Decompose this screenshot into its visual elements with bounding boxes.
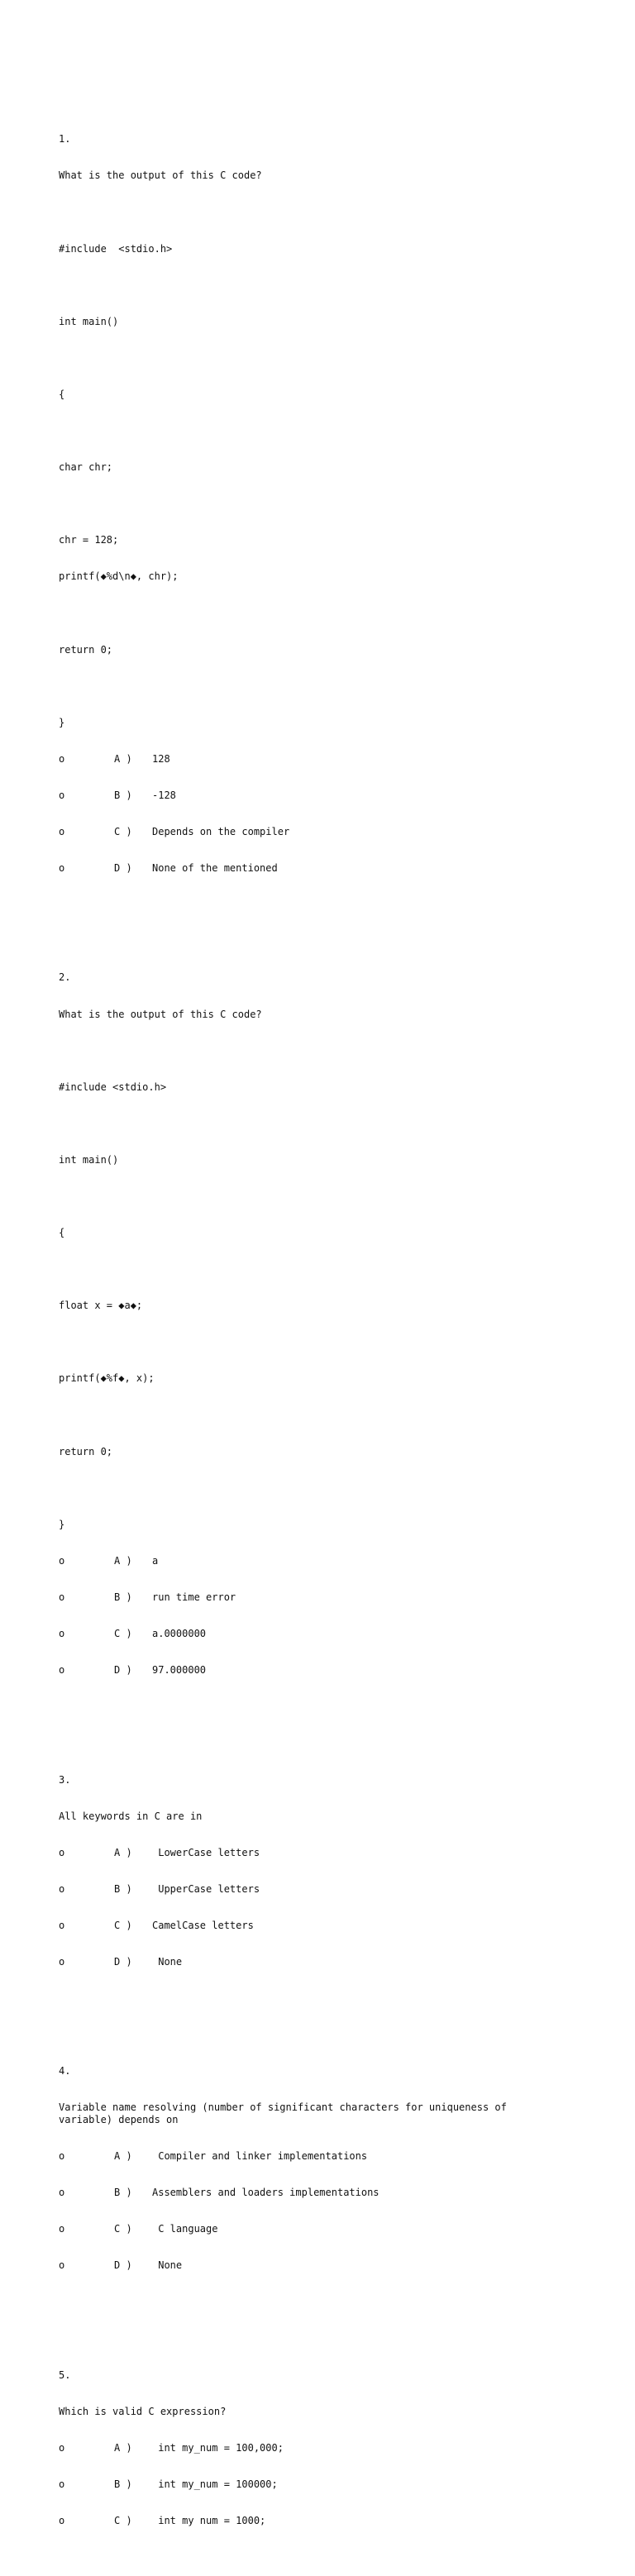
option-letter: D ) <box>114 1955 132 1968</box>
option-bullet: o <box>59 2223 65 2235</box>
option-letter: D ) <box>114 1664 132 1677</box>
option-a <box>59 2442 621 2454</box>
option-letter: A ) <box>114 2150 132 2163</box>
option-text: -128 <box>152 789 176 801</box>
option-letter: A ) <box>114 1846 132 1858</box>
quiz-document <box>59 60 621 2576</box>
option-letter: B ) <box>114 1591 132 1603</box>
option-letter: C ) <box>114 2223 132 2235</box>
option-bullet: o <box>59 2187 65 2199</box>
code-line: float x = ◆a◆; <box>59 1300 143 1312</box>
option-text: Assemblers and loaders implementations <box>152 2187 380 2199</box>
option-text: Depends on the compiler <box>152 826 290 837</box>
option-bullet: o <box>59 1554 65 1567</box>
option-bullet: o <box>59 2515 65 2527</box>
option-text: None <box>152 1955 183 1968</box>
code-line: #include <stdio.h> <box>59 242 173 255</box>
option-letter: C ) <box>114 1628 132 1640</box>
option-letter: B ) <box>114 2187 132 2199</box>
option-letter: A ) <box>114 2441 132 2454</box>
code-line: { <box>59 388 65 400</box>
question-number: 4. <box>59 2065 71 2077</box>
code-line: { <box>59 1227 65 1239</box>
code-line: printf(◆%f◆, x); <box>59 1372 155 1385</box>
code-line: char chr; <box>59 461 113 474</box>
option-text: C language <box>152 2223 218 2235</box>
option-bullet: o <box>59 1628 65 1640</box>
option-bullet: o <box>59 2259 65 2272</box>
option-letter: D ) <box>114 862 132 875</box>
option-d <box>59 2259 621 2272</box>
option-text: a.0000000 <box>152 1628 207 1640</box>
option-bullet: o <box>59 862 65 875</box>
question-prompt: Variable name resolving (number of significant characters for uniqueness of variable) depends on <box>59 2101 507 2126</box>
option-c <box>59 826 621 838</box>
option-letter: D ) <box>114 2259 132 2272</box>
option-d <box>59 1956 621 1968</box>
option-a <box>59 753 621 766</box>
option-text: run time error <box>152 1591 236 1603</box>
question-3 <box>59 1749 621 1992</box>
option-a <box>59 1847 621 1859</box>
option-text: None of the mentioned <box>152 862 278 875</box>
option-a <box>59 1555 621 1567</box>
code-line: printf(◆%d\n◆, chr); <box>59 570 179 583</box>
option-b <box>59 2187 621 2199</box>
option-letter: A ) <box>114 752 132 765</box>
option-d <box>59 1664 621 1677</box>
code-line: } <box>59 1518 65 1530</box>
option-text: a <box>152 1554 159 1567</box>
code-line: return 0; <box>59 643 113 656</box>
option-letter: C ) <box>114 2515 132 2527</box>
option-letter: A ) <box>114 1554 132 1567</box>
option-b <box>59 1591 621 1604</box>
option-letter: C ) <box>114 1919 132 1931</box>
option-bullet: o <box>59 2150 65 2163</box>
option-text: CamelCase letters <box>152 1919 254 1931</box>
code-line: chr = 128; <box>59 534 119 546</box>
option-letter: B ) <box>114 1882 132 1895</box>
question-prompt: All keywords in C are in <box>59 1810 203 1822</box>
option-text: int my_num = 100000; <box>152 2478 278 2491</box>
question-prompt: What is the output of this C code? <box>59 169 262 182</box>
option-c <box>59 2515 621 2527</box>
option-b <box>59 1883 621 1896</box>
question-2 <box>59 947 621 1701</box>
option-text: int my_num = 100,000; <box>152 2441 284 2454</box>
option-bullet: o <box>59 789 65 801</box>
code-line: return 0; <box>59 1445 113 1457</box>
option-letter: B ) <box>114 789 132 801</box>
option-bullet: o <box>59 752 65 765</box>
option-bullet: o <box>59 1591 65 1603</box>
option-bullet: o <box>59 1919 65 1931</box>
option-text: None <box>152 2259 183 2272</box>
option-text: 128 <box>152 752 170 765</box>
option-bullet: o <box>59 1882 65 1895</box>
option-bullet: o <box>59 826 65 837</box>
question-number: 1. <box>59 133 71 145</box>
option-c <box>59 1628 621 1640</box>
question-1 <box>59 109 621 899</box>
option-text: LowerCase letters <box>152 1846 260 1858</box>
question-number: 5. <box>59 2368 71 2381</box>
question-4 <box>59 2041 621 2297</box>
code-line: int main() <box>59 315 119 327</box>
option-text: UpperCase letters <box>152 1882 260 1895</box>
option-d <box>59 862 621 875</box>
option-bullet: o <box>59 1955 65 1968</box>
option-letter: C ) <box>114 826 132 837</box>
option-bullet: o <box>59 1664 65 1677</box>
option-bullet: o <box>59 2441 65 2454</box>
option-text: Compiler and linker implementations <box>152 2150 368 2163</box>
code-line: #include <stdio.h> <box>59 1080 167 1093</box>
option-c <box>59 2223 621 2235</box>
code-line: int main() <box>59 1153 119 1166</box>
option-text: 97.000000 <box>152 1664 207 1677</box>
question-number: 3. <box>59 1773 71 1786</box>
option-text: int my num = 1000; <box>152 2515 266 2527</box>
option-a <box>59 2150 621 2163</box>
question-number: 2. <box>59 971 71 984</box>
option-c <box>59 1920 621 1932</box>
question-prompt: What is the output of this C code? <box>59 1008 262 1020</box>
code-line: } <box>59 716 65 728</box>
option-b <box>59 789 621 802</box>
option-bullet: o <box>59 2478 65 2491</box>
option-bullet: o <box>59 1846 65 1858</box>
option-b <box>59 2478 621 2491</box>
option-letter: B ) <box>114 2478 132 2491</box>
question-5 <box>59 2345 621 2551</box>
question-prompt: Which is valid C expression? <box>59 2405 227 2417</box>
